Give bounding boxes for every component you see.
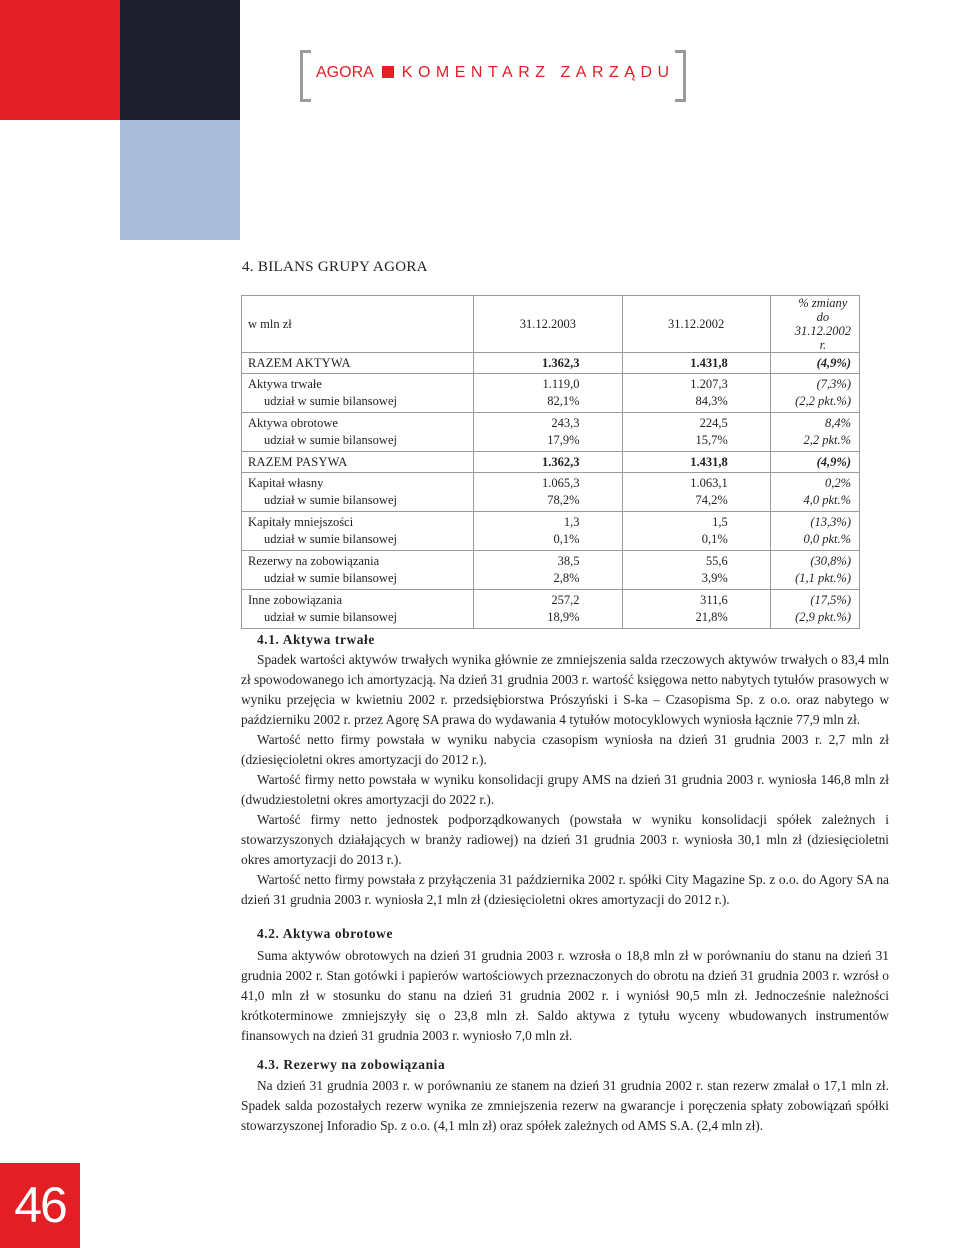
- value-text: 55,6: [705, 554, 728, 568]
- header-brand: AGORA: [316, 64, 374, 81]
- share-text: 74,2%: [695, 493, 728, 507]
- share-text: (1,1 pkt.%): [795, 571, 851, 585]
- share-text: 82,1%: [547, 394, 580, 408]
- decor-blue-block: [120, 120, 240, 240]
- value-text: 1,3: [563, 515, 580, 529]
- share-text: 2,8%: [553, 571, 580, 585]
- row-label: [242, 473, 474, 512]
- share-text: 3,9%: [701, 571, 728, 585]
- value-change: [770, 452, 859, 473]
- value-change: [770, 551, 859, 590]
- value-change: [770, 413, 859, 452]
- sub-label-text: udział w sumie bilansowej: [264, 571, 397, 585]
- label-text: Kapitał własny: [248, 476, 324, 490]
- sub-label-text: udział w sumie bilansowej: [264, 532, 397, 546]
- header-change-line2: do 31.12.2002 r.: [794, 310, 851, 352]
- value-text: 1.431,8: [690, 355, 728, 370]
- label-text: RAZEM PASYWA: [248, 454, 348, 469]
- running-header: [300, 50, 686, 98]
- value-text: (13,3%): [810, 515, 851, 529]
- right-bracket-icon: [675, 50, 686, 102]
- row-label: [242, 413, 474, 452]
- row-label: [242, 551, 474, 590]
- label-text: Inne zobowiązania: [248, 593, 343, 607]
- value-change: [770, 473, 859, 512]
- sub-label-text: udział w sumie bilansowej: [264, 433, 397, 447]
- header-col-change: [770, 296, 859, 353]
- paragraph: Wartość netto firmy powstała z przyłączenia 31 października 2002 r. spółki City Magazine Sp. z o.o. do Agory SA na dzień 31 grudnia 2003 r. wyniosła 2,1 mln zł (dziesięcioletni okres amortyzacji do 2012 r.).: [241, 872, 889, 907]
- value-text: 1.207,3: [690, 377, 728, 391]
- value-2003: [474, 452, 622, 473]
- table-header-row: [242, 296, 860, 353]
- label-text: Aktywa trwałe: [248, 377, 322, 391]
- header-change-line1: % zmiany: [798, 296, 848, 310]
- label-text: Rezerwy na zobowiązania: [248, 554, 380, 568]
- value-text: (4,9%): [816, 454, 851, 469]
- value-2003: [474, 512, 622, 551]
- share-text: 18,9%: [547, 610, 580, 624]
- label-text: RAZEM AKTYWA: [248, 355, 351, 370]
- value-2002: [622, 353, 770, 374]
- left-bracket-icon: [300, 50, 311, 102]
- table-row: [242, 413, 860, 452]
- section-heading: 4.1. Aktywa trwałe: [257, 632, 375, 647]
- sub-label-text: udział w sumie bilansowej: [264, 394, 397, 408]
- value-2002: [622, 473, 770, 512]
- value-change: [770, 590, 859, 629]
- value-change: [770, 374, 859, 413]
- label-text: Kapitały mniejszości: [248, 515, 354, 529]
- row-label: [242, 590, 474, 629]
- paragraph: Suma aktywów obrotowych na dzień 31 grudnia 2003 r. wzrosła o 18,8 mln zł w porównaniu do stanu na dzień 31 grudnia 2002 r. Stan gotówki i papierów wartościowych przeznaczonych do obrotu na dzień 31 grudnia 2003 r. wzrósł o 41,0 mln zł w stosunku do stanu na dzień 31 grudnia 2002 r. i wyniósł 90,5 mln zł. Jednocześnie należności krótkoterminowe zmniejszyły się o 23,8 mln zł. Saldo aktywa z tytułu wyceny wbudowanych instrumentów finansowych na dzień 31 grudnia 2003 r. wyniosło 7,0 mln zł.: [241, 948, 889, 1043]
- heading-4-2: 4.2. Aktywa obrotowe: [257, 926, 393, 941]
- value-text: (30,8%): [810, 554, 851, 568]
- value-text: (7,3%): [816, 377, 851, 391]
- share-text: 0,0 pkt.%: [803, 532, 851, 546]
- value-2003: [474, 413, 622, 452]
- value-text: 257,2: [551, 593, 580, 607]
- share-text: 21,8%: [695, 610, 728, 624]
- share-text: 2,2 pkt.%: [803, 433, 851, 447]
- value-change: [770, 353, 859, 374]
- value-text: 1.431,8: [690, 454, 728, 469]
- share-text: 84,3%: [695, 394, 728, 408]
- value-text: 311,6: [700, 593, 728, 607]
- section-4-1: [241, 630, 889, 910]
- value-2003: [474, 473, 622, 512]
- value-2002: [622, 590, 770, 629]
- decor-red-block: [0, 0, 120, 120]
- table-total-row: [242, 452, 860, 473]
- value-2003: [474, 590, 622, 629]
- table-total-row: [242, 353, 860, 374]
- header-label: w mln zł: [242, 296, 474, 353]
- section-4-3-body: [241, 1076, 889, 1136]
- value-2002: [622, 413, 770, 452]
- value-text: 1.063,1: [690, 476, 728, 490]
- value-text: (4,9%): [816, 355, 851, 370]
- value-text: 243,3: [551, 416, 580, 430]
- section-4-2-body: [241, 946, 889, 1046]
- value-text: 1,5: [712, 515, 728, 529]
- row-label: [242, 512, 474, 551]
- heading-4-3: 4.3. Rezerwy na zobowiązania: [257, 1057, 446, 1072]
- sub-label-text: udział w sumie bilansowej: [264, 610, 397, 624]
- balance-sheet-table: [241, 295, 860, 629]
- sub-label-text: udział w sumie bilansowej: [264, 493, 397, 507]
- value-change: [770, 512, 859, 551]
- paragraph: Wartość firmy netto jednostek podporządkowanych (powstała w wyniku konsolidacji spółek zależnych i stowarzyszonych działających w branży radiowej) na dzień 31 grudnia 2003 r. wyniosła 30,1 mln zł (dziesięcioletni okres amortyzacji do 2013 r.).: [241, 812, 889, 867]
- table-row: [242, 590, 860, 629]
- header-section: KOMENTARZ ZARZĄDU: [401, 64, 675, 81]
- value-2002: [622, 512, 770, 551]
- row-label: [242, 353, 474, 374]
- share-text: (2,2 pkt.%): [795, 394, 851, 408]
- header-col-2003: 31.12.2003: [474, 296, 622, 353]
- value-text: 1.065,3: [542, 476, 580, 490]
- share-text: 4,0 pkt.%: [803, 493, 851, 507]
- paragraph: Wartość netto firmy powstała w wyniku nabycia czasopism wyniosła na dzień 31 grudnia 2003 r. 2,7 mln zł (dziesięcioletni okres amortyzacji do 2012 r.).: [241, 732, 889, 767]
- share-text: (2,9 pkt.%): [795, 610, 851, 624]
- value-2003: [474, 353, 622, 374]
- share-text: 78,2%: [547, 493, 580, 507]
- table-row: [242, 374, 860, 413]
- value-2003: [474, 374, 622, 413]
- value-text: 1.362,3: [542, 355, 580, 370]
- value-text: 8,4%: [824, 416, 851, 430]
- value-text: 0,2%: [824, 476, 851, 490]
- row-label: [242, 452, 474, 473]
- paragraph: Spadek wartości aktywów trwałych wynika głównie ze zmniejszenia salda rzeczowych aktywów trwałych o 83,4 mln zł spowodowanego ich amortyzacją. Na dzień 31 grudnia 2003 r. wartość księgowa netto nabytych tytułów prasowych w wyniku przejęcia w kwietniu 2002 r. przedsiębiorstwa Prószyński i S-ka – Czasopisma Sp. z o.o. oraz nabytego w październiku 2002 r. przez Agorę SA prawa do wydawania 4 tytułów motocyklowych wyniosła łącznie 77,9 mln zł.: [241, 652, 889, 727]
- share-text: 15,7%: [695, 433, 728, 447]
- value-text: 1.119,0: [542, 377, 580, 391]
- section-title: 4. BILANS GRUPY AGORA: [242, 259, 428, 275]
- value-2002: [622, 452, 770, 473]
- value-text: 38,5: [557, 554, 580, 568]
- header-text: [316, 64, 675, 82]
- table-row: [242, 551, 860, 590]
- value-text: 1.362,3: [542, 454, 580, 469]
- row-label: [242, 374, 474, 413]
- paragraph: Wartość firmy netto powstała w wyniku konsolidacji grupy AMS na dzień 31 grudnia 2003 r. wyniosła 146,8 mln zł (dwudziestoletni okres amortyzacji do 2022 r.).: [241, 772, 889, 807]
- table-row: [242, 473, 860, 512]
- paragraph: Na dzień 31 grudnia 2003 r. w porównaniu ze stanem na dzień 31 grudnia 2002 r. stan rezerw zmalał o 17,1 mln zł. Spadek salda pozostałych rezerw wynika ze zmniejszenia rezerw na gwarancje i poręczenia spłaty zobowiązań spółki stowarzyszonej Inforadio Sp. z o.o. (4,1 mln zł) oraz spółek zależnych od AMS S.A. (2,4 mln zł).: [241, 1078, 889, 1133]
- share-text: 0,1%: [553, 532, 580, 546]
- red-square-icon: [382, 66, 394, 78]
- decor-navy-block: [120, 0, 240, 120]
- value-2002: [622, 551, 770, 590]
- label-text: Aktywa obrotowe: [248, 416, 338, 430]
- value-2002: [622, 374, 770, 413]
- value-text: (17,5%): [810, 593, 851, 607]
- value-2003: [474, 551, 622, 590]
- table-row: [242, 512, 860, 551]
- share-text: 0,1%: [701, 532, 728, 546]
- value-text: 224,5: [699, 416, 728, 430]
- header-col-2002: 31.12.2002: [622, 296, 770, 353]
- page-number: 46: [14, 1177, 66, 1233]
- share-text: 17,9%: [547, 433, 580, 447]
